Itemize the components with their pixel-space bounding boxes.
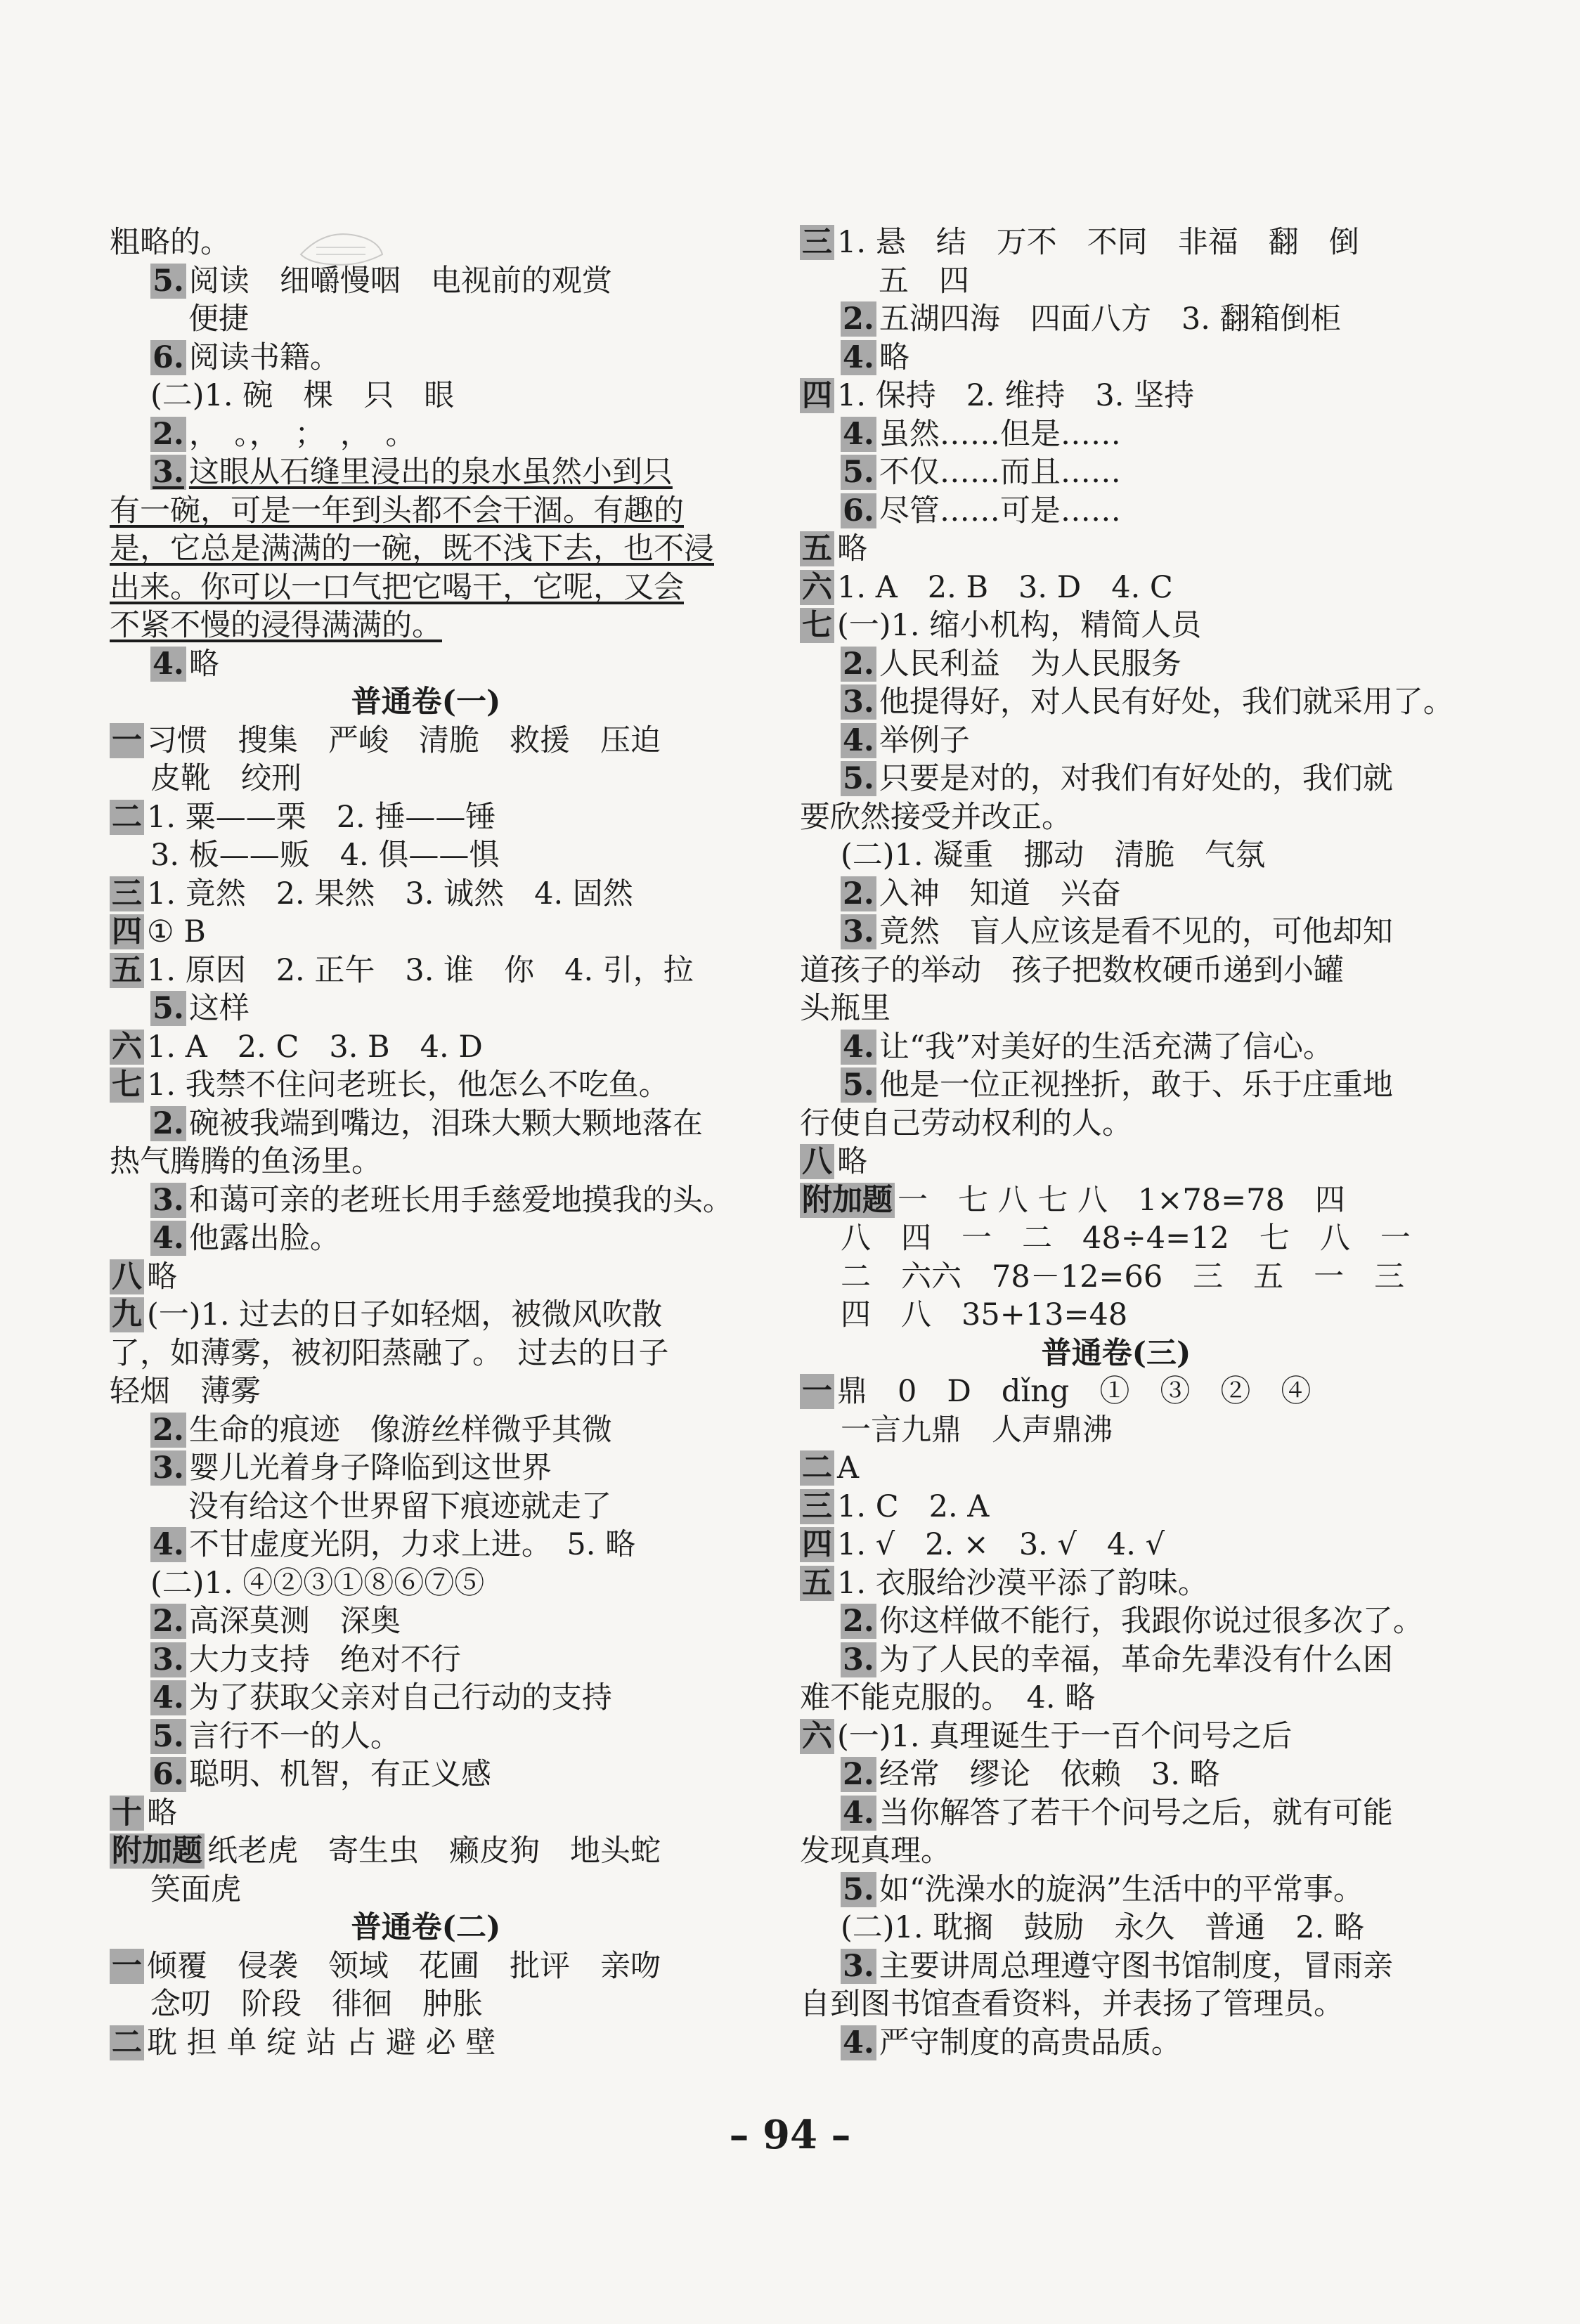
answer-text: 自到图书馆查看资料，并表扬了管理员。 bbox=[800, 1987, 1344, 2022]
answer-text: 经常 缪论 依赖 3. 略 bbox=[879, 1757, 1220, 1792]
answer-text: 道孩子的举动 孩子把数枚硬币递到小罐 bbox=[800, 952, 1344, 988]
answer-line bbox=[110, 1372, 742, 1411]
left-answer-column bbox=[110, 223, 742, 2062]
question-marker: 3. bbox=[150, 1183, 186, 1218]
answer-text: (二)1. 碗 棵 只 眼 bbox=[150, 378, 455, 413]
question-marker: 七 bbox=[800, 608, 834, 643]
answer-line bbox=[110, 1871, 742, 1909]
question-marker: 八 bbox=[110, 1259, 144, 1294]
answer-line bbox=[110, 1335, 742, 1373]
answer-text: 头瓶里 bbox=[800, 991, 891, 1026]
question-marker: 6. bbox=[841, 493, 876, 528]
answer-text: 五 四 bbox=[879, 263, 969, 299]
question-marker: 5. bbox=[150, 1719, 186, 1754]
answer-line bbox=[800, 1871, 1432, 1909]
answer-text: 要欣然接受并改正。 bbox=[800, 799, 1072, 835]
right-answer-column bbox=[800, 223, 1453, 2062]
question-marker: 一 bbox=[800, 1374, 834, 1409]
question-marker: 3. bbox=[841, 1642, 876, 1677]
question-marker: 六 bbox=[800, 1719, 834, 1754]
answer-line bbox=[110, 913, 742, 952]
answer-text: 是，它总是满满的一碗，既不浅下去，也不浸 bbox=[110, 531, 714, 566]
question-marker: 5. bbox=[150, 264, 186, 299]
answer-line bbox=[110, 453, 742, 492]
answer-line bbox=[800, 569, 1432, 607]
answer-line bbox=[800, 1641, 1432, 1680]
answer-text: 习惯 搜集 严峻 清脆 救援 压迫 bbox=[147, 722, 661, 758]
answer-text: 1. 竟然 2. 果然 3. 诚然 4. 固然 bbox=[147, 876, 633, 911]
answer-text: ， 。， ； ， 。 bbox=[188, 416, 416, 452]
question-marker: 2. bbox=[841, 1757, 876, 1792]
answer-line bbox=[110, 1832, 742, 1871]
answer-line bbox=[110, 223, 742, 262]
answer-text: 念叨 阶段 徘徊 肿胀 bbox=[150, 1987, 483, 2022]
answer-line bbox=[110, 1794, 742, 1833]
answer-line bbox=[110, 952, 742, 990]
answer-text: 阅读 细嚼慢咽 电视前的观赏 bbox=[188, 263, 612, 299]
question-marker: 附加题 bbox=[800, 1183, 895, 1218]
answer-text: 如“洗澡水的旋涡”生活中的平常事。 bbox=[879, 1871, 1364, 1907]
answer-text: 1. 我禁不住问老班长，他怎么不吃鱼。 bbox=[147, 1067, 669, 1103]
answer-line bbox=[110, 1526, 742, 1564]
answer-text: 让“我”对美好的生活充满了信心。 bbox=[879, 1029, 1333, 1065]
answer-text: 略 bbox=[837, 1144, 867, 1179]
answer-line bbox=[800, 989, 1432, 1028]
answer-line bbox=[110, 1181, 742, 1220]
answer-text: 婴儿光着身子降临到这世界 bbox=[188, 1450, 552, 1486]
answer-text: 只要是对的，对我们有好处的，我们就 bbox=[879, 761, 1393, 796]
answer-text: 一 七 八 七 八 1×78=78 四 bbox=[898, 1182, 1345, 1218]
answer-line bbox=[800, 1488, 1432, 1526]
question-marker: 五 bbox=[110, 953, 144, 988]
question-marker: 一 bbox=[110, 723, 144, 758]
answer-text: 便捷 bbox=[188, 301, 249, 337]
answer-text: 这样 bbox=[188, 991, 250, 1026]
answer-line bbox=[800, 2024, 1432, 2063]
answer-line bbox=[110, 1985, 742, 2024]
answer-line bbox=[110, 1718, 742, 1756]
answer-text: 生命的痕迹 像游丝样微乎其微 bbox=[188, 1412, 612, 1448]
question-marker: 2. bbox=[841, 647, 876, 682]
answer-text: 人民利益 为人民服务 bbox=[879, 646, 1181, 682]
answer-text: 五湖四海 四面八方 3. 翻箱倒柜 bbox=[879, 301, 1341, 337]
question-marker: 4. bbox=[841, 417, 876, 452]
question-marker: 4. bbox=[841, 340, 876, 375]
question-marker: 六 bbox=[110, 1030, 144, 1065]
answer-line bbox=[800, 1602, 1432, 1641]
question-marker: 七 bbox=[110, 1067, 144, 1103]
answer-text: 1. A 2. B 3. D 4. C bbox=[837, 569, 1173, 605]
answer-line bbox=[800, 1526, 1432, 1564]
answer-text: 1. 保持 2. 维持 3. 坚持 bbox=[837, 378, 1195, 413]
answer-line bbox=[800, 1985, 1432, 2024]
answer-text: 当你解答了若干个问号之后，就有可能 bbox=[879, 1795, 1393, 1831]
answer-line bbox=[800, 1258, 1432, 1297]
answer-text: 1. C 2. A bbox=[837, 1488, 990, 1524]
answer-line bbox=[800, 300, 1432, 339]
answer-line bbox=[110, 1641, 742, 1680]
question-marker: 一 bbox=[110, 1949, 144, 1984]
answer-text: (一)1. 过去的日子如轻烟，被微风吹散 bbox=[147, 1297, 663, 1332]
answer-text: 一言九鼎 人声鼎沸 bbox=[841, 1412, 1113, 1448]
question-marker: 2. bbox=[150, 417, 186, 452]
answer-text: 有一碗，可是一年到头都不会干涸。有趣的 bbox=[110, 493, 684, 528]
answer-text: (一)1. 缩小机构，精简人员 bbox=[837, 608, 1202, 643]
answer-line bbox=[800, 606, 1432, 645]
question-marker: 五 bbox=[800, 531, 834, 566]
question-marker: 4. bbox=[150, 1221, 186, 1256]
answer-text: (二)1. 凝重 挪动 清脆 气氛 bbox=[841, 838, 1266, 873]
answer-line bbox=[800, 1832, 1432, 1871]
answer-line bbox=[800, 453, 1432, 492]
answer-text: 普通卷(一) bbox=[351, 684, 501, 720]
answer-line bbox=[800, 1028, 1432, 1067]
question-marker: 3. bbox=[841, 684, 876, 720]
answer-text: 略 bbox=[147, 1795, 177, 1831]
answer-line bbox=[800, 683, 1453, 722]
answer-line bbox=[800, 530, 1432, 569]
answer-text: 为了获取父亲对自己行动的支持 bbox=[188, 1680, 612, 1715]
answer-text: 略 bbox=[147, 1259, 177, 1294]
answer-line bbox=[800, 1143, 1432, 1181]
question-marker: 三 bbox=[110, 876, 144, 911]
answer-text: A bbox=[837, 1450, 860, 1486]
answer-line bbox=[110, 415, 742, 454]
answer-text: 发现真理。 bbox=[800, 1833, 951, 1869]
answer-line bbox=[110, 2024, 742, 2063]
question-marker: 六 bbox=[800, 570, 834, 605]
answer-line bbox=[110, 1449, 742, 1488]
answer-text: 这眼从石缝里浸出的泉水虽然小到只 bbox=[188, 455, 673, 490]
question-marker: 5. bbox=[841, 1067, 876, 1103]
answer-line bbox=[800, 1909, 1432, 1947]
question-marker: 九 bbox=[110, 1297, 144, 1332]
answer-text: 了，如薄雾，被初阳蒸融了。 过去的日子 bbox=[110, 1335, 669, 1371]
answer-line bbox=[800, 798, 1432, 837]
answer-text: 鼎 0 D dǐng ① ③ ② ④ bbox=[837, 1374, 1312, 1409]
answer-line bbox=[800, 952, 1432, 990]
answer-text: 尽管……可是…… bbox=[879, 493, 1121, 528]
answer-text: 1. √ 2. × 3. √ 4. √ bbox=[837, 1527, 1165, 1562]
answer-text: 1. 悬 结 万不 不同 非福 翻 倒 bbox=[837, 225, 1359, 260]
answer-line bbox=[110, 377, 742, 415]
question-marker: 5. bbox=[841, 1872, 876, 1907]
question-marker: 5. bbox=[150, 991, 186, 1026]
answer-line bbox=[800, 1947, 1432, 1986]
answer-text: 不仅……而且…… bbox=[879, 455, 1121, 490]
answer-text: (二)1. 耽搁 鼓励 永久 普通 2. 略 bbox=[841, 1910, 1364, 1945]
answer-text: (二)1. ④②③①⑧⑥⑦⑤ bbox=[150, 1565, 485, 1601]
answer-line bbox=[800, 1411, 1432, 1450]
question-marker: 四 bbox=[800, 1527, 834, 1562]
answer-text: 1. 粟——栗 2. 捶——锤 bbox=[147, 799, 496, 835]
answer-text: 入神 知道 兴奋 bbox=[879, 876, 1121, 911]
answer-text: 出来。你可以一口气把它喝干，它呢，又会 bbox=[110, 569, 684, 605]
answer-text: 1. A 2. C 3. B 4. D bbox=[147, 1029, 483, 1065]
question-marker: 3. bbox=[150, 1450, 186, 1486]
question-marker: 4. bbox=[841, 1796, 876, 1831]
answer-line bbox=[800, 645, 1432, 684]
answer-text: 笑面虎 bbox=[150, 1871, 241, 1907]
answer-line bbox=[800, 875, 1432, 914]
answer-line bbox=[800, 1794, 1432, 1833]
question-marker: 4. bbox=[150, 1527, 186, 1562]
question-marker: 2. bbox=[841, 876, 876, 911]
answer-line bbox=[110, 606, 742, 645]
question-marker: 4. bbox=[841, 2025, 876, 2060]
answer-line bbox=[110, 1066, 742, 1105]
answer-line bbox=[800, 1718, 1432, 1756]
answer-line bbox=[800, 1219, 1432, 1258]
answer-line bbox=[110, 1564, 742, 1603]
answer-text: 他是一位正视挫折，敢于、乐于庄重地 bbox=[879, 1067, 1393, 1103]
answer-line bbox=[110, 722, 742, 760]
answer-text: 略 bbox=[879, 339, 909, 375]
question-marker: 十 bbox=[110, 1796, 144, 1831]
answer-line bbox=[800, 1449, 1432, 1488]
answer-line bbox=[110, 1296, 742, 1335]
answer-line bbox=[800, 377, 1432, 415]
answer-line bbox=[110, 262, 742, 301]
answer-text: 纸老虎 寄生虫 癞皮狗 地头蛇 bbox=[207, 1833, 661, 1869]
answer-line bbox=[800, 1335, 1432, 1373]
answer-text: 二 六六 78－12=66 三 五 一 三 bbox=[841, 1259, 1405, 1294]
answer-text: 严守制度的高贵品质。 bbox=[879, 2025, 1181, 2060]
answer-line bbox=[110, 1602, 742, 1641]
answer-text: 高深莫测 深奥 bbox=[188, 1604, 401, 1639]
question-marker: 2. bbox=[150, 1106, 186, 1141]
answer-line bbox=[110, 530, 742, 569]
answer-text: 普通卷(二) bbox=[351, 1910, 501, 1945]
answer-text: 粗略的。 bbox=[110, 225, 231, 260]
question-marker: 2. bbox=[841, 301, 876, 337]
answer-line bbox=[110, 1028, 742, 1067]
question-marker: 3. bbox=[150, 455, 186, 490]
answer-text: 热气腾腾的鱼汤里。 bbox=[110, 1144, 382, 1179]
answer-text: 为了人民的幸福，革命先辈没有什么困 bbox=[879, 1642, 1393, 1677]
question-marker: 5. bbox=[841, 761, 876, 796]
question-marker: 三 bbox=[800, 225, 834, 260]
answer-text: 耽 担 单 绽 站 占 避 必 壁 bbox=[147, 2025, 496, 2060]
answer-line bbox=[110, 1219, 742, 1258]
answer-text: 难不能克服的。 4. 略 bbox=[800, 1680, 1096, 1715]
question-marker: 八 bbox=[800, 1144, 834, 1179]
answer-text: 倾覆 侵袭 领域 花圃 批评 亲吻 bbox=[147, 1948, 661, 1984]
answer-line bbox=[800, 722, 1432, 760]
question-marker: 2. bbox=[150, 1604, 186, 1639]
question-marker: 四 bbox=[110, 914, 144, 949]
answer-line bbox=[110, 339, 742, 377]
answer-text: 他露出脸。 bbox=[188, 1221, 340, 1256]
answer-text: 皮靴 绞刑 bbox=[150, 761, 302, 796]
question-marker: 附加题 bbox=[110, 1833, 205, 1869]
question-marker: 3. bbox=[150, 1642, 186, 1677]
answer-line bbox=[800, 339, 1432, 377]
answer-text: 八 四 一 二 48÷4=12 七 八 一 bbox=[841, 1221, 1411, 1256]
answer-line bbox=[800, 1066, 1432, 1105]
question-marker: 4. bbox=[841, 723, 876, 758]
answer-line bbox=[110, 1909, 742, 1947]
answer-line bbox=[110, 1488, 742, 1526]
answer-line bbox=[110, 836, 742, 875]
question-marker: 4. bbox=[150, 1680, 186, 1715]
answer-line bbox=[110, 683, 742, 722]
answer-text: 阅读书籍。 bbox=[188, 339, 340, 375]
answer-line bbox=[110, 1947, 742, 1986]
question-marker: 二 bbox=[110, 800, 144, 835]
answer-text: ① B bbox=[147, 914, 206, 949]
answer-line bbox=[110, 1755, 742, 1794]
answer-text: 不甘虚度光阴，力求上进。 5. 略 bbox=[188, 1527, 636, 1562]
answer-text: 和蔼可亲的老班长用手慈爱地摸我的头。 bbox=[188, 1182, 733, 1218]
answer-text: 3. 板——贩 4. 俱——惧 bbox=[150, 838, 500, 873]
answer-text: 他提得好，对人民有好处，我们就采用了。 bbox=[879, 684, 1453, 720]
question-marker: 三 bbox=[800, 1489, 834, 1524]
answer-text: 略 bbox=[188, 646, 219, 682]
answer-text: 略 bbox=[837, 531, 867, 566]
answer-line bbox=[800, 1105, 1432, 1143]
answer-line bbox=[110, 1411, 742, 1450]
answer-line bbox=[110, 300, 742, 339]
answer-line bbox=[800, 1372, 1432, 1411]
question-marker: 3. bbox=[841, 914, 876, 949]
answer-line bbox=[800, 760, 1432, 798]
answer-text: 不紧不慢的浸得满满的。 bbox=[110, 608, 442, 643]
answer-line bbox=[110, 989, 742, 1028]
answer-line bbox=[800, 262, 1432, 301]
answer-text: 没有给这个世界留下痕迹就走了 bbox=[188, 1488, 611, 1524]
answer-text: 聪明、机智，有正义感 bbox=[188, 1757, 491, 1792]
answer-line bbox=[110, 760, 742, 798]
question-marker: 3. bbox=[841, 1949, 876, 1984]
question-marker: 6. bbox=[150, 1757, 186, 1792]
answer-text: 碗被我端到嘴边，泪珠大颗大颗地落在 bbox=[188, 1105, 703, 1141]
question-marker: 五 bbox=[800, 1566, 834, 1601]
answer-text: 四 八 35+13=48 bbox=[841, 1297, 1128, 1332]
answer-text: 轻烟 薄雾 bbox=[110, 1374, 261, 1409]
question-marker: 2. bbox=[150, 1413, 186, 1448]
answer-text: 举例子 bbox=[879, 722, 970, 758]
question-marker: 4. bbox=[841, 1030, 876, 1065]
answer-line bbox=[800, 836, 1432, 875]
answer-text: 行使自己劳动权利的人。 bbox=[800, 1105, 1132, 1141]
answer-line bbox=[110, 569, 742, 607]
answer-line bbox=[800, 1679, 1432, 1718]
answer-text: 虽然……但是…… bbox=[879, 416, 1121, 452]
answer-line bbox=[110, 492, 742, 531]
answer-line bbox=[800, 1564, 1432, 1603]
answer-text: 1. 衣服给沙漠平添了韵味。 bbox=[837, 1565, 1208, 1601]
answer-line bbox=[800, 1296, 1432, 1335]
answer-line bbox=[800, 223, 1432, 262]
question-marker: 二 bbox=[110, 2025, 144, 2060]
answer-text: (一)1. 真理诞生于一百个问号之后 bbox=[837, 1718, 1293, 1754]
answer-text: 你这样做不能行，我跟你说过很多次了。 bbox=[879, 1604, 1423, 1639]
answer-line bbox=[110, 798, 742, 837]
answer-line bbox=[800, 415, 1432, 454]
answer-line bbox=[110, 1143, 742, 1181]
question-marker: 5. bbox=[841, 455, 876, 490]
answer-text: 主要讲周总理遵守图书馆制度，冒雨亲 bbox=[879, 1948, 1393, 1984]
question-marker: 二 bbox=[800, 1450, 834, 1486]
answer-text: 竟然 盲人应该是看不见的，可他却知 bbox=[879, 914, 1393, 949]
answer-text: 大力支持 绝对不行 bbox=[188, 1642, 461, 1677]
answer-line bbox=[110, 875, 742, 914]
answer-line bbox=[800, 913, 1432, 952]
question-marker: 6. bbox=[150, 340, 186, 375]
answer-text: 言行不一的人。 bbox=[188, 1718, 401, 1754]
question-marker: 四 bbox=[800, 378, 834, 413]
answer-line bbox=[110, 645, 742, 684]
answer-text: 普通卷(三) bbox=[1041, 1335, 1191, 1371]
answer-line bbox=[800, 1181, 1432, 1220]
answer-line bbox=[110, 1258, 742, 1297]
question-marker: 4. bbox=[150, 647, 186, 682]
answer-line bbox=[110, 1679, 742, 1718]
question-marker: 2. bbox=[841, 1604, 876, 1639]
answer-text: 1. 原因 2. 正午 3. 谁 你 4. 引，拉 bbox=[147, 952, 694, 988]
answer-line bbox=[110, 1105, 742, 1143]
page-number: – 94 – bbox=[729, 2112, 851, 2158]
answer-line bbox=[800, 1755, 1432, 1794]
answer-line bbox=[800, 492, 1432, 531]
